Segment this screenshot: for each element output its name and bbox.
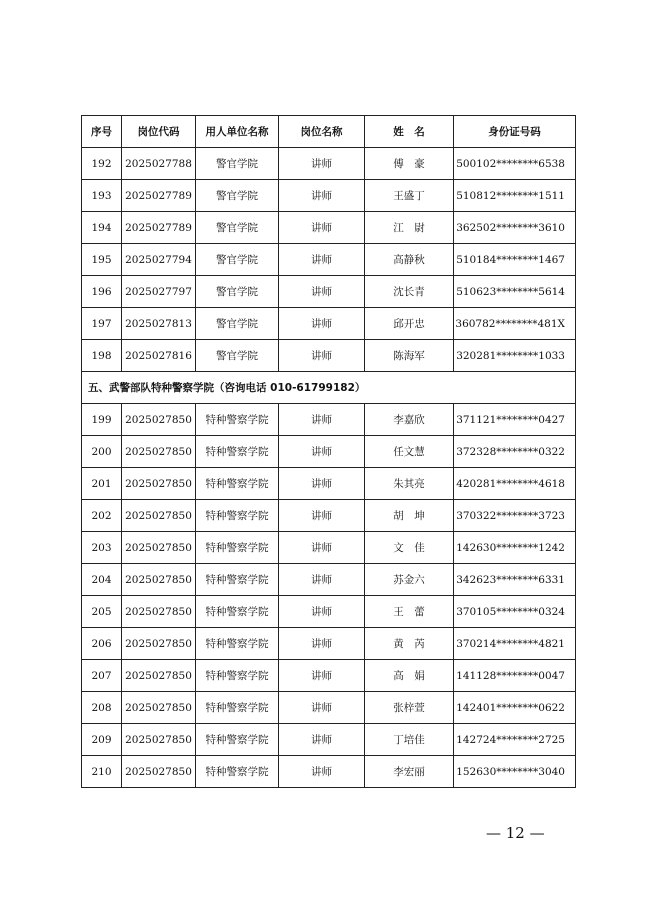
cell-seq: 197 (82, 308, 122, 340)
personnel-table (81, 115, 576, 788)
cell-name: 任文慧 (365, 436, 454, 468)
cell-seq: 194 (82, 212, 122, 244)
cell-seq: 202 (82, 500, 122, 532)
cell-post: 讲师 (279, 660, 365, 692)
table-row (82, 436, 576, 468)
header-seq: 序号 (82, 116, 122, 148)
cell-unit: 特种警察学院 (196, 500, 279, 532)
cell-code: 2025027813 (122, 308, 196, 340)
cell-name: 丁培佳 (365, 724, 454, 756)
cell-name: 胡 坤 (365, 500, 454, 532)
cell-code: 2025027850 (122, 532, 196, 564)
cell-post: 讲师 (279, 596, 365, 628)
cell-code: 2025027850 (122, 756, 196, 788)
cell-unit: 特种警察学院 (196, 468, 279, 500)
cell-id: 372328********0322 (454, 436, 576, 468)
cell-name: 苏金六 (365, 564, 454, 596)
cell-name: 黄 芮 (365, 628, 454, 660)
cell-unit: 特种警察学院 (196, 724, 279, 756)
cell-seq: 200 (82, 436, 122, 468)
cell-unit: 警官学院 (196, 308, 279, 340)
cell-unit: 警官学院 (196, 212, 279, 244)
cell-post: 讲师 (279, 148, 365, 180)
cell-id: 320281********1033 (454, 340, 576, 372)
cell-seq: 210 (82, 756, 122, 788)
cell-name: 沈长青 (365, 276, 454, 308)
cell-name: 傅 豪 (365, 148, 454, 180)
table-body-b (82, 404, 576, 788)
cell-name: 陈海军 (365, 340, 454, 372)
cell-post: 讲师 (279, 692, 365, 724)
cell-name: 文 佳 (365, 532, 454, 564)
table-row (82, 564, 576, 596)
table-row (82, 244, 576, 276)
cell-post: 讲师 (279, 436, 365, 468)
table-row (82, 500, 576, 532)
cell-id: 142630********1242 (454, 532, 576, 564)
cell-id: 141128********0047 (454, 660, 576, 692)
cell-post: 讲师 (279, 340, 365, 372)
cell-seq: 205 (82, 596, 122, 628)
cell-code: 2025027789 (122, 212, 196, 244)
cell-seq: 193 (82, 180, 122, 212)
cell-id: 362502********3610 (454, 212, 576, 244)
cell-code: 2025027850 (122, 660, 196, 692)
table-row (82, 532, 576, 564)
cell-post: 讲师 (279, 180, 365, 212)
cell-unit: 特种警察学院 (196, 628, 279, 660)
cell-name: 邱开忠 (365, 308, 454, 340)
cell-name: 朱其亮 (365, 468, 454, 500)
header-post-name: 岗位名称 (279, 116, 365, 148)
cell-code: 2025027816 (122, 340, 196, 372)
table-row (82, 596, 576, 628)
cell-id: 510623********5614 (454, 276, 576, 308)
cell-unit: 特种警察学院 (196, 756, 279, 788)
cell-code: 2025027850 (122, 436, 196, 468)
table-row (82, 660, 576, 692)
cell-post: 讲师 (279, 724, 365, 756)
cell-code: 2025027788 (122, 148, 196, 180)
cell-post: 讲师 (279, 500, 365, 532)
cell-unit: 特种警察学院 (196, 532, 279, 564)
cell-id: 142401********0622 (454, 692, 576, 724)
cell-code: 2025027797 (122, 276, 196, 308)
cell-unit: 特种警察学院 (196, 596, 279, 628)
header-person-name: 姓 名 (365, 116, 454, 148)
cell-seq: 198 (82, 340, 122, 372)
cell-code: 2025027789 (122, 180, 196, 212)
cell-id: 510812********1511 (454, 180, 576, 212)
cell-post: 讲师 (279, 404, 365, 436)
cell-seq: 196 (82, 276, 122, 308)
cell-seq: 201 (82, 468, 122, 500)
cell-name: 江 尉 (365, 212, 454, 244)
cell-id: 142724********2725 (454, 724, 576, 756)
cell-id: 370322********3723 (454, 500, 576, 532)
cell-seq: 195 (82, 244, 122, 276)
section-row (82, 372, 576, 404)
cell-post: 讲师 (279, 244, 365, 276)
table-row (82, 692, 576, 724)
cell-code: 2025027850 (122, 468, 196, 500)
cell-unit: 警官学院 (196, 340, 279, 372)
cell-unit: 特种警察学院 (196, 436, 279, 468)
table-row (82, 148, 576, 180)
cell-id: 420281********4618 (454, 468, 576, 500)
cell-seq: 206 (82, 628, 122, 660)
cell-id: 342623********6331 (454, 564, 576, 596)
table-row (82, 468, 576, 500)
cell-name: 高静秋 (365, 244, 454, 276)
cell-id: 510184********1467 (454, 244, 576, 276)
cell-post: 讲师 (279, 628, 365, 660)
cell-id: 370105********0324 (454, 596, 576, 628)
cell-post: 讲师 (279, 756, 365, 788)
cell-id: 370214********4821 (454, 628, 576, 660)
cell-seq: 209 (82, 724, 122, 756)
cell-code: 2025027850 (122, 404, 196, 436)
cell-seq: 199 (82, 404, 122, 436)
cell-post: 讲师 (279, 564, 365, 596)
table-row (82, 628, 576, 660)
cell-seq: 192 (82, 148, 122, 180)
cell-id: 152630********3040 (454, 756, 576, 788)
cell-name: 高 娟 (365, 660, 454, 692)
cell-code: 2025027794 (122, 244, 196, 276)
table-row (82, 212, 576, 244)
cell-name: 李嘉欣 (365, 404, 454, 436)
table-row (82, 308, 576, 340)
cell-unit: 警官学院 (196, 244, 279, 276)
cell-unit: 警官学院 (196, 276, 279, 308)
cell-seq: 207 (82, 660, 122, 692)
cell-seq: 204 (82, 564, 122, 596)
cell-id: 360782********481X (454, 308, 576, 340)
section-title: 五、武警部队特种警察学院（咨询电话 010-61799182） (82, 372, 576, 404)
table-row (82, 404, 576, 436)
cell-code: 2025027850 (122, 628, 196, 660)
cell-post: 讲师 (279, 276, 365, 308)
cell-post: 讲师 (279, 468, 365, 500)
cell-code: 2025027850 (122, 596, 196, 628)
cell-code: 2025027850 (122, 564, 196, 596)
cell-unit: 警官学院 (196, 148, 279, 180)
cell-unit: 特种警察学院 (196, 564, 279, 596)
table-row (82, 180, 576, 212)
cell-code: 2025027850 (122, 692, 196, 724)
cell-name: 李宏丽 (365, 756, 454, 788)
table-header-row (82, 116, 576, 148)
table-row (82, 340, 576, 372)
cell-unit: 特种警察学院 (196, 660, 279, 692)
cell-post: 讲师 (279, 308, 365, 340)
cell-name: 张梓萱 (365, 692, 454, 724)
cell-post: 讲师 (279, 532, 365, 564)
table-row (82, 756, 576, 788)
cell-seq: 203 (82, 532, 122, 564)
cell-id: 371121********0427 (454, 404, 576, 436)
table-row (82, 276, 576, 308)
cell-unit: 警官学院 (196, 180, 279, 212)
cell-seq: 208 (82, 692, 122, 724)
header-employer: 用人单位名称 (196, 116, 279, 148)
cell-code: 2025027850 (122, 724, 196, 756)
cell-unit: 特种警察学院 (196, 692, 279, 724)
cell-post: 讲师 (279, 212, 365, 244)
section-body (82, 372, 576, 404)
cell-unit: 特种警察学院 (196, 404, 279, 436)
cell-code: 2025027850 (122, 500, 196, 532)
cell-name: 王盛丁 (365, 180, 454, 212)
cell-name: 王 蕾 (365, 596, 454, 628)
table-row (82, 724, 576, 756)
header-id-number: 身份证号码 (454, 116, 576, 148)
cell-id: 500102********6538 (454, 148, 576, 180)
page-number: — 12 — (486, 824, 545, 842)
table-body-a (82, 148, 576, 372)
header-post-code: 岗位代码 (122, 116, 196, 148)
